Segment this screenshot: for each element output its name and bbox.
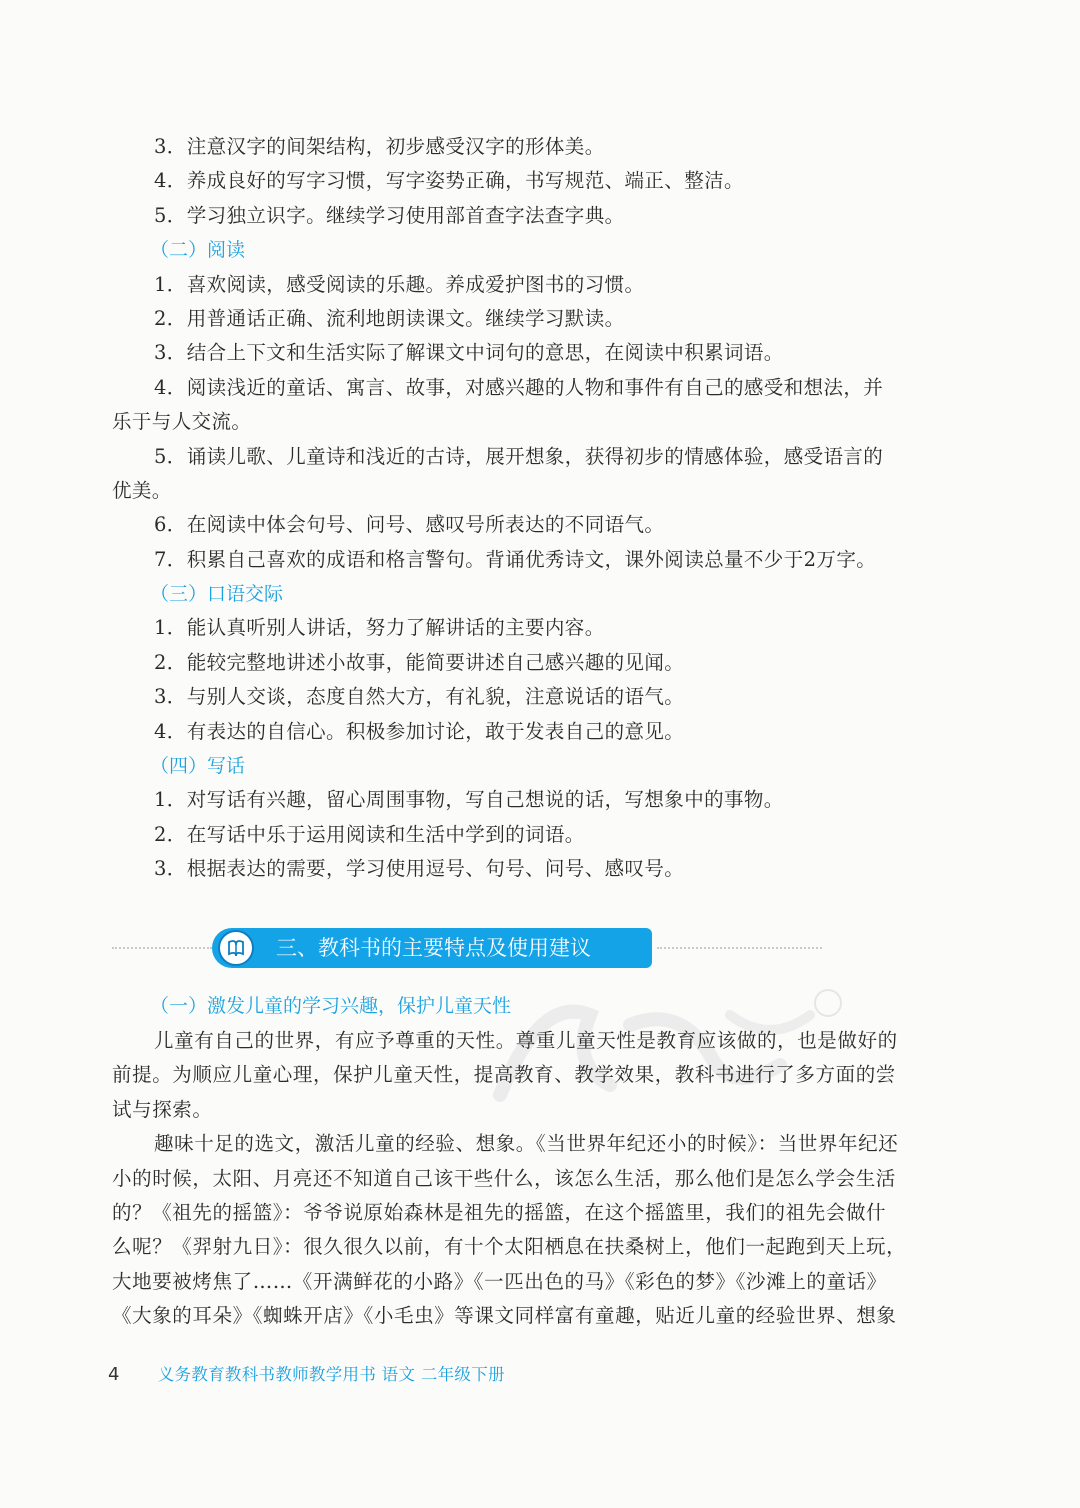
book-title: 义务教育教科书教师教学用书 语文 二年级下册 (157, 1365, 505, 1384)
paragraph-line: 试与探索。 (112, 1097, 213, 1121)
reading-item: 6．在阅读中体会句号、问号、感叹号所表达的不同语气。 (154, 513, 665, 537)
paragraph-line: 的？《祖先的摇篮》：爷爷说原始森林是祖先的摇篮，在这个摇篮里，我们的祖先会做什 (112, 1200, 887, 1224)
section-heading-reading: （二）阅读 (150, 239, 246, 262)
reading-item: 4．阅读浅近的童话、寓言、故事，对感兴趣的人物和事件有自己的感受和想法，并 (154, 375, 884, 399)
reading-item: 1．喜欢阅读，感受阅读的乐趣。养成爱护图书的习惯。 (154, 272, 645, 296)
paragraph-line: 大地要被烤焦了……《开满鲜花的小路》《一匹出色的马》《彩色的梦》《沙滩上的童话》 (112, 1269, 887, 1293)
goal-line: 3．注意汉字的间架结构，初步感受汉字的形体美。 (154, 135, 605, 158)
oral-item: 1．能认真听别人讲话，努力了解讲话的主要内容。 (154, 616, 605, 640)
paragraph-line: 儿童有自己的世界，有应予尊重的天性。尊重儿童天性是教育应该做的，也是做好的 (154, 1029, 898, 1052)
paragraph (112, 1127, 932, 1333)
writing-item: 3．根据表达的需要，学习使用逗号、句号、问号、感叹号。 (154, 857, 685, 881)
subsection-heading: （一）激发儿童的学习兴趣，保护儿童天性 (150, 995, 512, 1017)
reading-item: 2．用普通话正确、流利地朗读课文。继续学习默读。 (154, 306, 625, 330)
book-icon (218, 930, 254, 966)
dotted-rule-right (657, 947, 822, 949)
dotted-rule-left (112, 947, 212, 949)
reading-item-continuation: 乐于与人交流。 (112, 410, 252, 434)
reading-item: 5．诵读儿歌、儿童诗和浅近的古诗，展开想象，获得初步的情感体验，感受语言的 (154, 444, 884, 468)
section-title-pill (212, 928, 652, 968)
section-heading-oral: （三）口语交际 (150, 583, 284, 606)
section-body (112, 1024, 932, 1334)
section-heading-writing: （四）写话 (150, 755, 246, 778)
oral-item: 3．与别人交谈，态度自然大方，有礼貌，注意说话的语气。 (154, 685, 685, 709)
reading-item-continuation: 优美。 (112, 478, 172, 502)
page-footer (108, 1361, 505, 1385)
paragraph-line: 么呢？《羿射九日》：很久很久以前，有十个太阳栖息在扶桑树上，他们一起跑到天上玩， (112, 1235, 907, 1259)
page-number: 4 (108, 1364, 120, 1385)
goal-line: 5．学习独立识字。继续学习使用部首查字法查字典。 (154, 203, 625, 227)
paragraph-line: 《大象的耳朵》《蜘蛛开店》《小毛虫》等课文同样富有童趣，贴近儿童的经验世界、想象 (112, 1304, 897, 1328)
writing-item: 1．对写话有兴趣，留心周围事物，写自己想说的话，写想象中的事物。 (154, 788, 784, 812)
writing-item: 2．在写话中乐于运用阅读和生活中学到的词语。 (154, 822, 585, 846)
paragraph (112, 1024, 932, 1127)
oral-item: 4．有表达的自信心。积极参加讨论，敢于发表自己的意见。 (154, 719, 685, 743)
goal-line: 4．养成良好的写字习惯，写字姿势正确，书写规范、端正、整洁。 (154, 169, 744, 193)
paragraph-line: 小的时候，太阳、月亮还不知道自己该干些什么，该怎么生活，那么他们是怎么学会生活 (112, 1166, 896, 1190)
reading-item: 3．结合上下文和生活实际了解课文中词句的意思，在阅读中积累词语。 (154, 341, 784, 365)
section-title: 三、教科书的主要特点及使用建议 (276, 936, 591, 960)
paragraph-line: 趣味十足的选文，激活儿童的经验、想象。《当世界年纪还小的时候》：当世界年纪还 (154, 1132, 899, 1156)
paragraph-line: 前提。为顺应儿童心理，保护儿童天性，提高教育、教学效果，教科书进行了多方面的尝 (112, 1063, 896, 1087)
section-banner (112, 928, 822, 968)
curriculum-goals (112, 130, 932, 887)
reading-item: 7．积累自己喜欢的成语和格言警句。背诵优秀诗文，课外阅读总量不少于2万字。 (154, 547, 877, 571)
oral-item: 2．能较完整地讲述小故事，能简要讲述自己感兴趣的见闻。 (154, 650, 685, 674)
